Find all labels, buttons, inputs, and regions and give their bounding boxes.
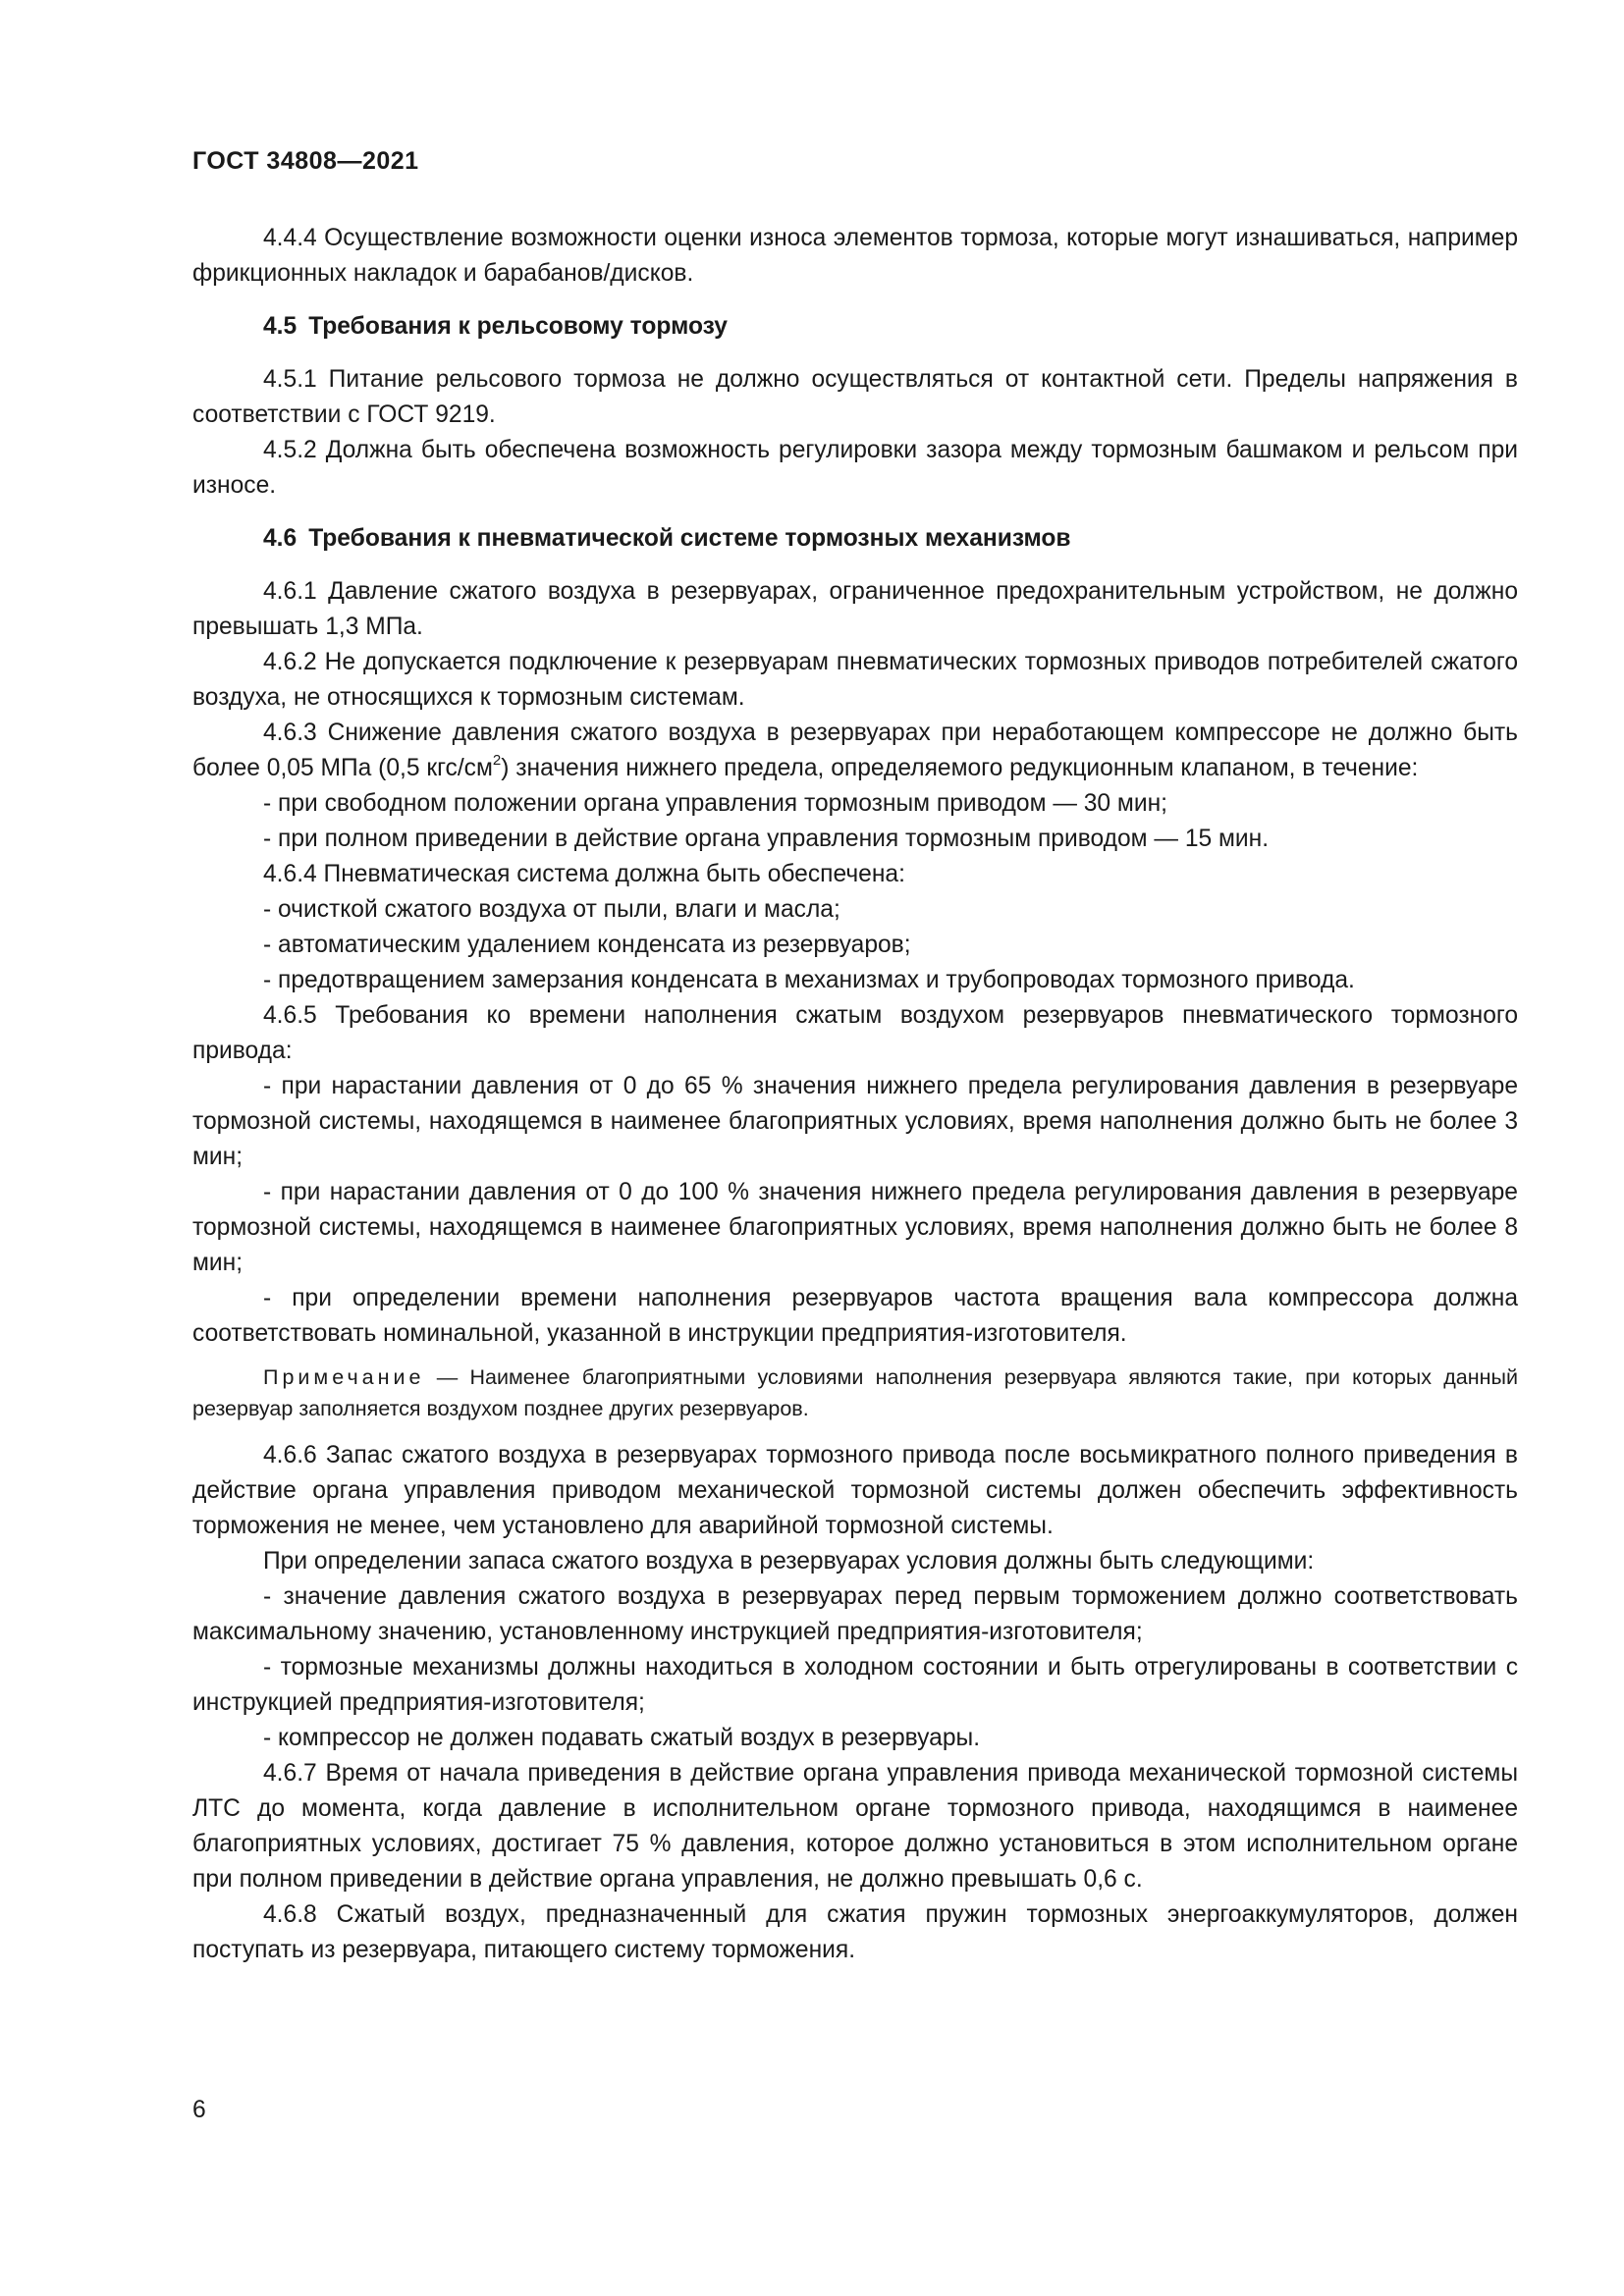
paragraph-4-5-1: 4.5.1 Питание рельсового тормоза не должно осуществляться от контактной сети. Пределы напряжения в соответствии с ГОСТ 9219. bbox=[192, 366, 1518, 428]
note-text: — Наименее благоприятными условиями наполнения резервуара являются такие, при которых данный резервуар заполняется воздухом позднее других резервуаров. bbox=[192, 1365, 1518, 1420]
section-title: Требования к рельсовому тормозу bbox=[308, 313, 728, 340]
list-item: - при определении времени наполнения резервуаров частота вращения вала компрессора должна соответствовать номинальной, указанной в инструкции предприятия-изготовителя. bbox=[192, 1285, 1518, 1347]
page-number: 6 bbox=[192, 2097, 206, 2123]
section-heading-4-6 bbox=[192, 521, 1518, 557]
paragraph-4-6-6-intro: При определении запаса сжатого воздуха в резервуарах условия должны быть следующими: bbox=[263, 1548, 1315, 1575]
paragraph-4-6-3 bbox=[192, 716, 1518, 786]
paragraph-4-5-2: 4.5.2 Должна быть обеспечена возможность регулировки зазора между тормозным башмаком и рельсом при износе. bbox=[192, 437, 1518, 499]
document-header: ГОСТ 34808—2021 bbox=[192, 147, 419, 175]
list-item: - очисткой сжатого воздуха от пыли, влаги и масла; bbox=[263, 896, 840, 923]
paragraph-4-4-4: 4.4.4 Осуществление возможности оценки износа элементов тормоза, которые могут изнашиваться, например фрикционных накладок и барабанов/дисков. bbox=[192, 225, 1518, 287]
paragraph-text: ) значения нижнего предела, определяемого редукционным клапаном, в течение: bbox=[501, 755, 1419, 781]
paragraph-4-6-2: 4.6.2 Не допускается подключение к резервуарам пневматических тормозных приводов потребителей сжатого воздуха, не относящихся к тормозным системам. bbox=[192, 649, 1518, 711]
document-page bbox=[192, 147, 1518, 1968]
list-item: - при полном приведении в действие органа управления тормозным приводом — 15 мин. bbox=[263, 826, 1270, 852]
list-item: - при нарастании давления от 0 до 65 % значения нижнего предела регулирования давления в резервуаре тормозной системы, находящемся в наименее благоприятных условиях, время наполнения должно быть не более 3 мин; bbox=[192, 1073, 1518, 1170]
paragraph-4-6-5: 4.6.5 Требования ко времени наполнения сжатым воздухом резервуаров пневматического тормозного привода: bbox=[192, 1002, 1518, 1064]
superscript: 2 bbox=[492, 751, 502, 769]
list-item: - предотвращением замерзания конденсата в механизмах и трубопроводах тормозного привода. bbox=[263, 967, 1355, 993]
list-item: - значение давления сжатого воздуха в резервуарах перед первым торможением должно соответствовать максимальному значению, установленному инструкцией предприятия-изготовителя; bbox=[192, 1583, 1518, 1645]
section-heading-4-5 bbox=[192, 309, 1518, 345]
paragraph-4-6-4: 4.6.4 Пневматическая система должна быть обеспечена: bbox=[263, 861, 905, 887]
note bbox=[192, 1362, 1518, 1424]
list-item: - тормозные механизмы должны находиться в холодном состоянии и быть отрегулированы в соответствии с инструкцией предприятия-изготовителя; bbox=[192, 1654, 1518, 1716]
list-item: - компрессор не должен подавать сжатый воздух в резервуары. bbox=[263, 1725, 981, 1751]
section-title: Требования к пневматической системе тормозных механизмов bbox=[308, 525, 1071, 552]
paragraph-text: 4.6.3 Снижение давления сжатого воздуха в резервуарах при неработающем компрессоре не должно быть более 0,05 МПа (0,5 кгс/см bbox=[192, 720, 1518, 781]
list-item: - при нарастании давления от 0 до 100 % значения нижнего предела регулирования давления в резервуаре тормозной системы, находящемся в наименее благоприятных условиях, время наполнения должно быть не более 8 мин; bbox=[192, 1179, 1518, 1276]
paragraph-4-6-6: 4.6.6 Запас сжатого воздуха в резервуарах тормозного привода после восьмикратного полного приведения в действие органа управления приводом механической тормозной системы должен обеспечить эффективность торможения не менее, чем установлено для аварийной тормозной системы. bbox=[192, 1442, 1518, 1539]
section-number: 4.6 bbox=[263, 525, 298, 552]
paragraph-4-6-1: 4.6.1 Давление сжатого воздуха в резервуарах, ограниченное предохранительным устройством, не должно превышать 1,3 МПа. bbox=[192, 578, 1518, 640]
section-number: 4.5 bbox=[263, 313, 298, 340]
paragraph-4-6-8: 4.6.8 Сжатый воздух, предназначенный для сжатия пружин тормозных энергоаккумуляторов, должен поступать из резервуара, питающего систему торможения. bbox=[192, 1901, 1518, 1963]
note-label: Примечание bbox=[263, 1365, 425, 1389]
paragraph-4-6-7: 4.6.7 Время от начала приведения в действие органа управления привода механической тормозной системы ЛТС до момента, когда давление в исполнительном органе тормозного привода, находящимся в наименее благоприятных условиях, достигает 75 % давления, которое должно установиться в этом исполнительном органе при полном приведении в действие органа управления, не должно превышать 0,6 с. bbox=[192, 1760, 1518, 1893]
list-item: - автоматическим удалением конденсата из резервуаров; bbox=[263, 932, 911, 958]
list-item: - при свободном положении органа управления тормозным приводом — 30 мин; bbox=[263, 790, 1167, 817]
